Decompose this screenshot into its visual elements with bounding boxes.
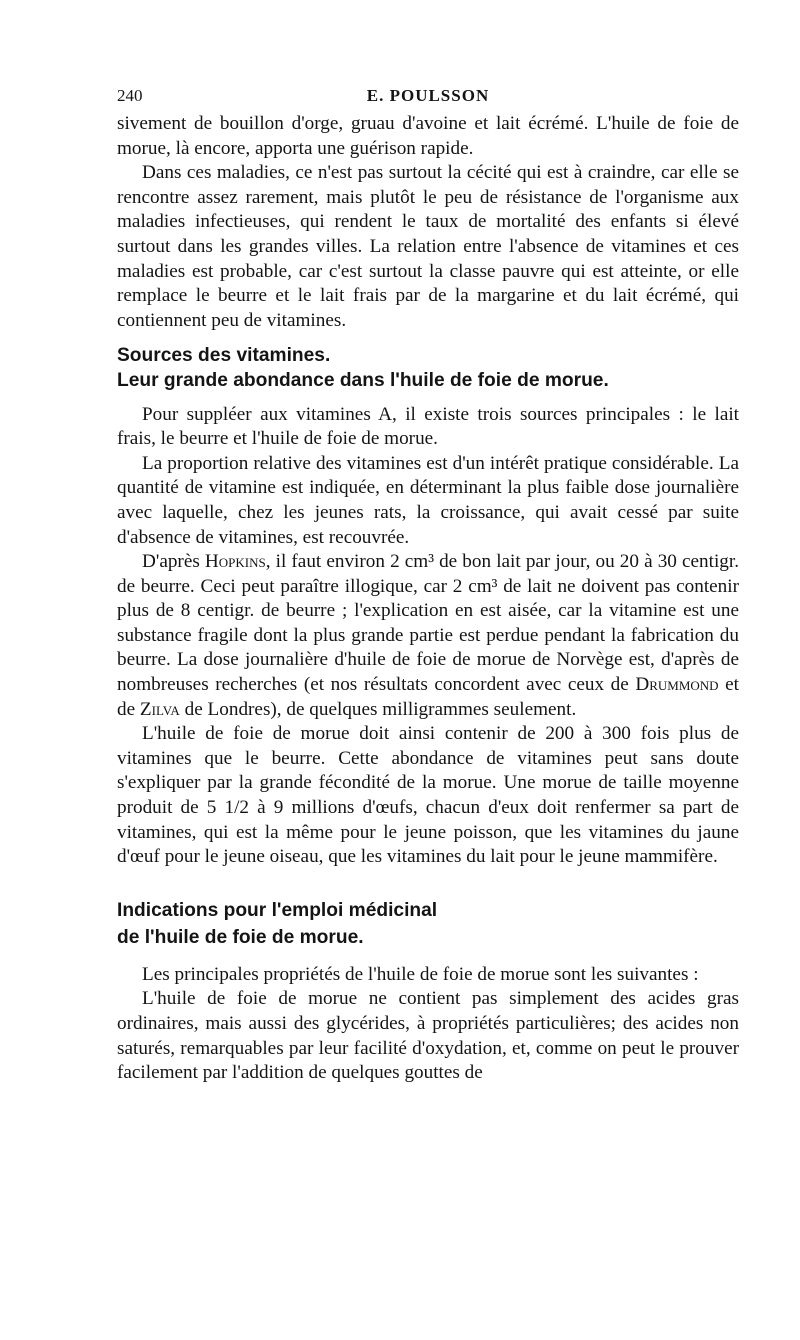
- section-heading-indications: [117, 897, 739, 951]
- author-name: Zilva: [139, 698, 180, 720]
- book-page: [117, 82, 739, 1086]
- page-number: 240: [117, 86, 143, 105]
- section-heading-line: Indications pour l'emploi médicinal: [117, 899, 438, 921]
- text-run: D'après: [142, 551, 205, 573]
- author-name: Drummond: [635, 674, 719, 696]
- paragraph: Dans ces maladies, ce n'est pas surtout la cécité qui est à craindre, car elle se rencontre assez rarement, mais plutôt le peu de résistance de l'organisme aux maladies infectieuses, qui rendent le taux de mortalité des enfants si élevé surtout dans les grandes villes. La relation entre l'absence de vitamines et ces maladies est probable, car c'est surtout la classe pauvre qui est atteinte, or elle remplace le beurre et le lait frais par de la margarine et du lait écrémé, qui contiennent peu de vitamines.: [117, 162, 739, 331]
- section-heading-line: Sources des vitamines.: [117, 345, 331, 367]
- paragraph: L'huile de foie de morue ne contient pas simplement des acides gras ordinaires, mais aussi des glycérides, à propriétés particulières; des acides non saturés, remarquables par leur facilité d'oxydation, et, comme on peut le prouver facilement par l'addition de quelques gouttes de: [117, 988, 739, 1084]
- section-heading-line: Leur grande abondance dans l'huile de foie de morue.: [117, 369, 609, 391]
- author-name: Hopkins: [204, 551, 266, 573]
- running-title: E. POULSSON: [366, 86, 490, 105]
- paragraph: Pour suppléer aux vitamines A, il existe trois sources principales : le lait frais, le beurre et l'huile de foie de morue.: [117, 403, 739, 450]
- text-run: , il faut environ 2 cm³ de bon lait par jour, ou 20 à 30 centigr. de beurre. Ceci peut paraître illogique, car 2 cm³ de lait ne doivent pas contenir plus de 8 centigr. de beurre ; l'explication en est aisée, car la vitamine est une substance fragile dont la plus grande partie est perdue pendant la fabrication du beurre. La dose journalière d'huile de foie de morue de Norvège est, d'après de nombreuses recherches (et nos résultats concordent avec ceux de: [117, 551, 740, 696]
- body-text: [117, 112, 739, 1086]
- text-run: et de: [117, 674, 739, 720]
- section-heading-line: de l'huile de foie de morue.: [117, 926, 364, 948]
- section-heading-sources: [117, 344, 739, 393]
- text-run: de Londres), de quelques milligrammes seulement.: [179, 698, 577, 720]
- paragraph: [117, 550, 739, 722]
- paragraph: L'huile de foie de morue doit ainsi contenir de 200 à 300 fois plus de vitamines que le beurre. Cette abondance de vitamines peut sans doute s'expliquer par la grande fécondité de la morue. Une morue de taille moyenne produit de 5 1/2 à 9 millions d'œufs, chacun d'eux doit renfermer sa part de vitamines, qui est la même pour le jeune poisson, que les vitamines du jaune d'œuf pour le jeune oiseau, que les vitamines du lait pour le jeune mammifère.: [117, 723, 739, 868]
- paragraph-continued: sivement de bouillon d'orge, gruau d'avoine et lait écrémé. L'huile de foie de morue, là encore, apporta une guérison rapide.: [117, 113, 739, 159]
- paragraph: Les principales propriétés de l'huile de foie de morue sont les suivantes :: [142, 963, 699, 985]
- paragraph: La proportion relative des vitamines est d'un intérêt pratique considérable. La quantité de vitamine est indiquée, en déterminant la plus faible dose journalière avec laquelle, chez les jeunes rats, la croissance, qui avait cessé par suite d'absence de vitamines, est recouvrée.: [117, 452, 739, 548]
- running-head: [117, 82, 739, 112]
